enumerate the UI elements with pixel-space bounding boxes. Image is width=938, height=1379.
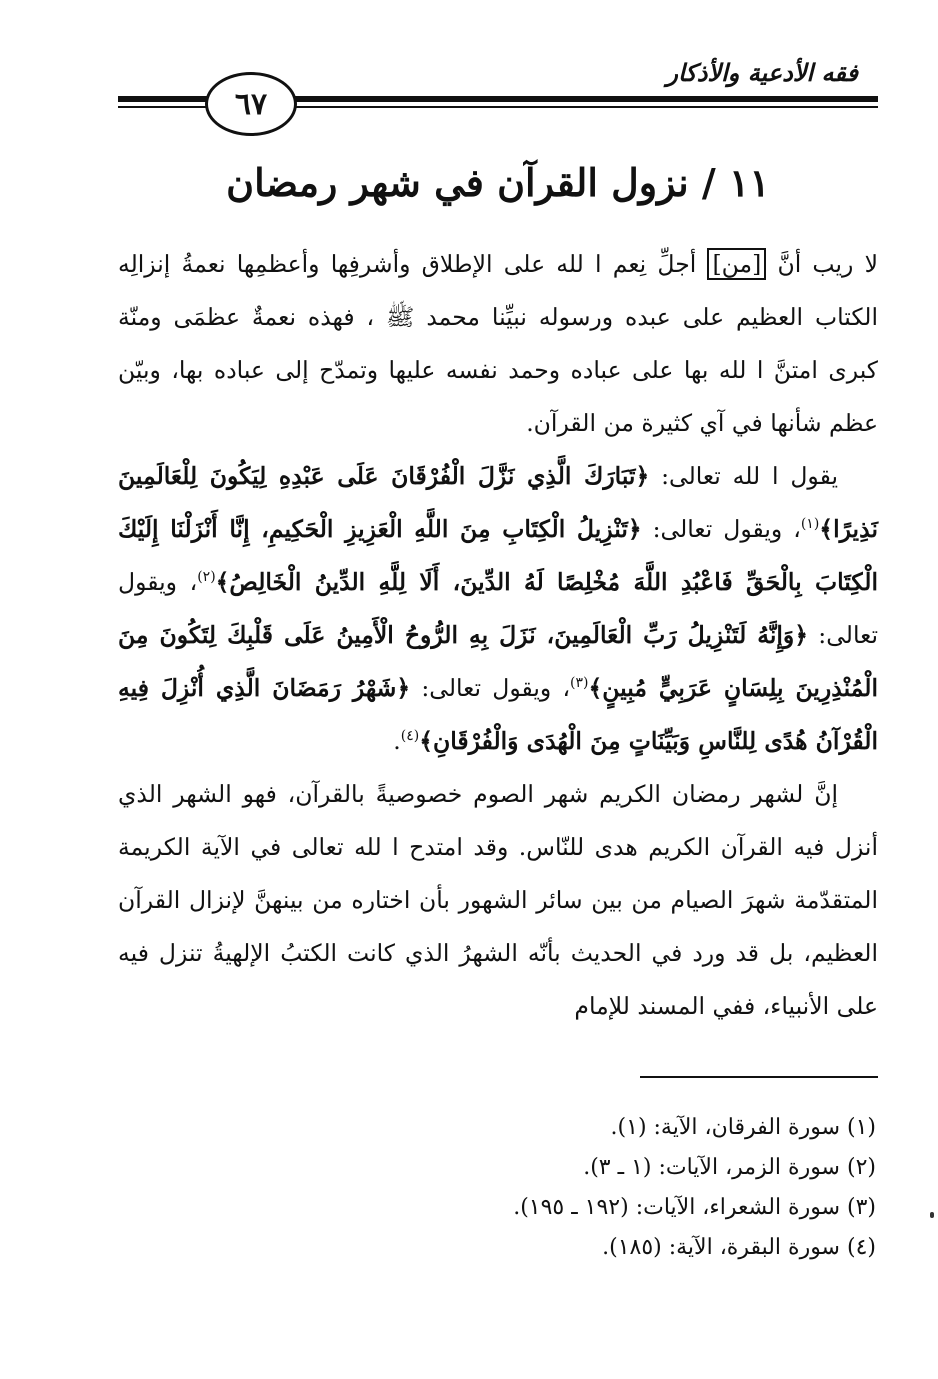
chapter-title: ١١ / نزول القرآن في شهر رمضان <box>226 160 770 205</box>
page-number-oval <box>205 72 297 136</box>
footnote-ref-2[interactable]: (٢) <box>197 569 216 586</box>
quran-quote-3: ﴿وَإِنَّهُ لَتَنْزِيلُ رَبِّ الْعَالَمِينَ، نَزَلَ بِهِ الرُّوحُ الْأَمِينُ عَلَى قَلْبِكَ لِتَكُونَ مِنَ الْمُنْذِرِينَ بِلِسَانٍ عَرَبِيٍّ مُبِينٍ﴾ <box>118 621 878 702</box>
text-segment: ، ويقول تعالى: <box>641 515 801 543</box>
text-segment: ، ويقول تعالى: <box>118 568 878 649</box>
page-number: ٦٧ <box>234 86 268 122</box>
paragraph-2 <box>118 450 878 768</box>
paragraph-1 <box>118 238 878 450</box>
text-segment: يقول ا لله تعالى: <box>649 462 839 490</box>
footnote-4: (٤) سورة البقرة، الآية: (١٨٥). <box>602 1235 876 1260</box>
scan-speck <box>930 1212 934 1218</box>
quran-quote-2: ﴿تَنْزِيلُ الْكِتَابِ مِنَ اللَّهِ الْعَزِيزِ الْحَكِيمِ، إِنَّا أَنْزَلْنَا إِلَيْكَ الْكِتَابَ بِالْحَقِّ فَاعْبُدِ اللَّهَ مُخْلِصًا لَهُ الدِّينَ، أَلَا لِلَّهِ الدِّينُ الْخَالِصُ﴾ <box>118 515 878 596</box>
main-text <box>118 238 878 1033</box>
editorial-insertion: [من] <box>707 248 766 280</box>
footnote-1: (١) سورة الفرقان، الآية: (١). <box>610 1115 876 1140</box>
paragraph-1-rest: أجلِّ نِعم ا لله على الإطلاق وأشرفِها وأعظمِها نعمةُ إنزالِه الكتاب العظيم على عبده ورسوله نبيِّنا محمد ﷺ ، فهذه نعمةٌ عظمَى ومنّة كبرى امتنَّ ا لله بها على عباده وحمد نفسه عليها وتمدّح إلى عباده بها، وبيّن عظم شأنها في آي كثيرة من القرآن. <box>118 250 878 437</box>
footnote-ref-4[interactable]: (٤) <box>400 728 420 745</box>
running-title: فقه الأدعية والأذكار <box>666 58 858 87</box>
footnote-2: (٢) سورة الزمر، الآيات: (١ ـ ٣). <box>583 1155 876 1180</box>
paragraph-3: إنَّ لشهر رمضان الكريم شهر الصوم خصوصيةً بالقرآن، فهو الشهر الذي أنزل فيه القرآن الكريم هدى للنّاس. وقد امتدح ا لله تعالى في الآية الكريمة المتقدّمة شهرَ الصيام من بين سائر الشهور بأن اختاره من بينهنَّ لإنزال القرآن العظيم، بل قد ورد في الحديث بأنّه الشهرُ الذي كانت الكتبُ الإلهيةُ تنزل فيه على الأنبياء، ففي المسند للإمام <box>118 780 878 1020</box>
paragraph-1-start: لا ريب أنَّ <box>766 250 878 278</box>
text-segment: . <box>393 727 401 755</box>
quran-quote-4: ﴿شَهْرُ رَمَضَانَ الَّذِي أُنْزِلَ فِيهِ الْقُرْآنُ هُدًى لِلنَّاسِ وَبَيِّنَاتٍ مِنَ الْهُدَى وَالْفُرْقَانِ﴾ <box>118 674 878 755</box>
footnote-separator <box>640 1076 878 1078</box>
quran-quote-1: ﴿تَبَارَكَ الَّذِي نَزَّلَ الْفُرْقَانَ عَلَى عَبْدِهِ لِيَكُونَ لِلْعَالَمِينَ نَذِيرًا﴾ <box>118 462 878 543</box>
footnote-ref-1[interactable]: (١) <box>800 516 820 533</box>
footnote-3: (٣) سورة الشعراء، الآيات: (١٩٢ ـ ١٩٥). <box>513 1195 876 1220</box>
footnotes <box>316 1108 876 1268</box>
text-segment: ، ويقول تعالى: <box>410 674 571 702</box>
footnote-ref-3[interactable]: (٣) <box>570 675 589 692</box>
